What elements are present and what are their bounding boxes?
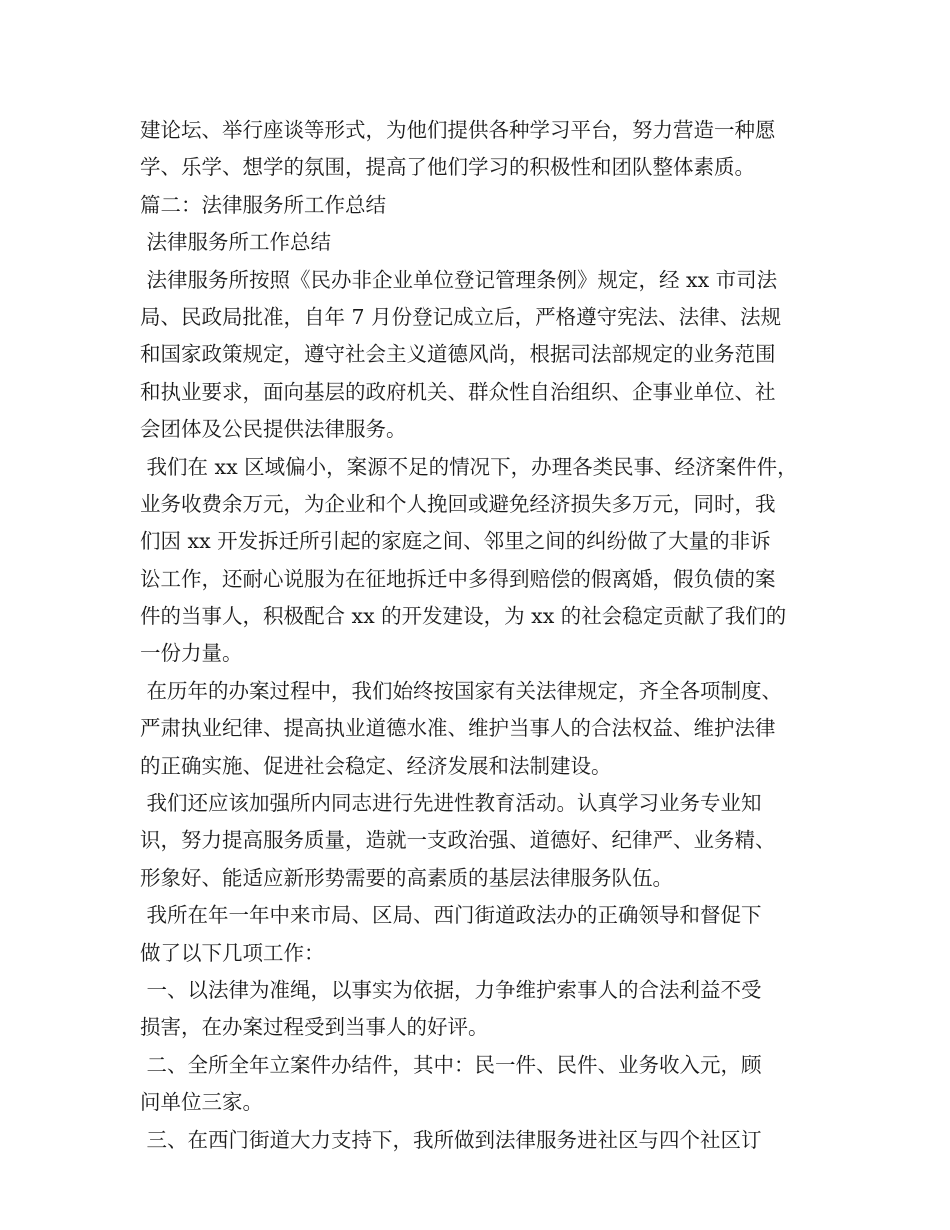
text-line: 讼工作，还耐心说服为在征地拆迁中多得到赔偿的假离婚，假负债的案 <box>140 566 776 591</box>
list-item-line: 问单位三家。 <box>140 1090 263 1115</box>
list-item-line: 一、以法律为准绳，以事实为依据，力争维护索事人的合法利益不受 <box>140 977 762 1002</box>
text-line: 和执业要求，面向基层的政府机关、群众性自治组织、企事业单位、社 <box>140 379 776 404</box>
text-line: 会团体及公民提供法律服务。 <box>140 417 407 442</box>
text-line: 识，努力提高服务质量，造就一支政治强、道德好、纪律严、业务精、 <box>140 828 776 853</box>
text-line: 我所在年一年中来市局、区局、西门街道政法办的正确领导和督促下 <box>140 903 762 928</box>
text-line: 我们还应该加强所内同志进行先进性教育活动。认真学习业务专业知 <box>140 791 762 816</box>
list-item-line: 二、全所全年立案件办结件，其中：民一件、民件、业务收入元，顾 <box>140 1052 762 1077</box>
document-body <box>140 112 830 1159</box>
section-title: 法律服务所工作总结 <box>140 230 332 255</box>
text-line: 形象好、能适应新形势需要的高素质的基层法律服务队伍。 <box>140 865 673 890</box>
text-line: 的正确实施、促进社会稳定、经济发展和法制建设。 <box>140 753 612 778</box>
list-item-line: 损害，在办案过程受到当事人的好评。 <box>140 1015 489 1040</box>
text-line: 我们在 xx 区域偏小，案源不足的情况下，办理各类民事、经济案件件， <box>140 454 798 479</box>
text-line: 和国家政策规定，遵守社会主义道德风尚，根据司法部规定的业务范围 <box>140 342 776 367</box>
text-line: 严肃执业纪律、提高执业道德水准、维护当事人的合法权益、维护法律 <box>140 716 776 741</box>
text-line: 做了以下几项工作： <box>140 940 325 965</box>
text-line: 局、民政局批准，自年 7 月份登记成立后，严格遵守宪法、法律、法规 <box>140 304 782 329</box>
text-line: 学、乐学、想学的氛围，提高了他们学习的积极性和团队整体素质。 <box>140 155 755 180</box>
text-line: 件的当事人，积极配合 xx 的开发建设，为 xx 的社会稳定贡献了我们的 <box>140 604 787 629</box>
section-heading: 篇二：法律服务所工作总结 <box>140 192 386 217</box>
text-line: 们因 xx 开发拆迁所引起的家庭之间、邻里之间的纠纷做了大量的非诉 <box>140 529 771 554</box>
text-line: 建论坛、举行座谈等形式，为他们提供各种学习平台，努力营造一种愿 <box>140 118 776 142</box>
text-line: 一份力量。 <box>140 641 243 666</box>
list-item-line: 三、在西门街道大力支持下，我所做到法律服务进社区与四个社区订 <box>140 1127 762 1152</box>
text-line: 业务收费余万元，为企业和个人挽回或避免经济损失多万元，同时，我 <box>140 491 776 516</box>
text-line: 法律服务所按照《民办非企业单位登记管理条例》规定，经 xx 市司法 <box>140 267 778 292</box>
text-line: 在历年的办案过程中，我们始终按国家有关法律规定，齐全各项制度、 <box>140 678 783 703</box>
